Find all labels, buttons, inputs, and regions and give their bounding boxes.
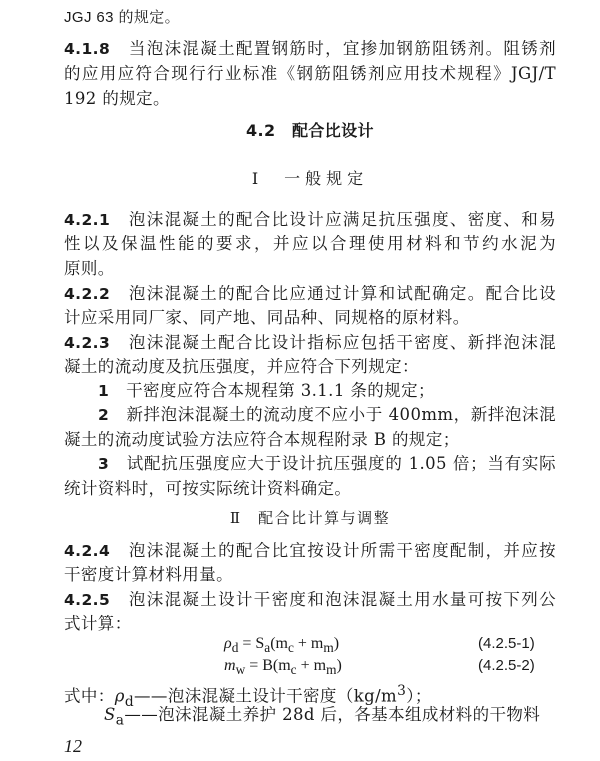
symbol-definition: 式中：$\rho_d——$泡沫混凝土设计干密度$(kg/m^3)$； (64, 683, 432, 710)
text-line: 192 的规定。 (64, 89, 170, 108)
clause-number: 4.1.8 (64, 40, 111, 58)
clause-number: 4.2.4 (64, 542, 111, 560)
clause-number: 4.2.2 (64, 285, 111, 303)
page-number: 12 (64, 736, 82, 756)
formula-number: (4.2.5-2) (478, 657, 535, 674)
subsection-heading: Ⅰ 一般规定 (251, 169, 369, 188)
clause-4-2-4: 4.2.4 泡沫混凝土的配合比宜按设计所需干密度配制，并应按 (64, 541, 556, 560)
text-line: 凝土的流动度及抗压强度，并应符合下列规定： (64, 357, 419, 376)
clause-4-2-3: 4.2.3 泡沫混凝土配合比设计指标应包括干密度、新拌泡沫混 (64, 333, 556, 352)
formula-4-2-5-1: $\rho_d = S_a(m_c + m_m)$ (224, 635, 340, 656)
text-line: 式计算： (64, 614, 132, 633)
clause-4-2-5: 4.2.5 泡沫混凝土设计干密度和泡沫混凝土用水量可按下列公 (64, 590, 556, 609)
list-item: 3 试配抗压强度应大于设计抗压强度的 1.05 倍；当有实际 (98, 454, 556, 473)
text-line: 原则。 (64, 259, 115, 278)
text-line: JGJ 63 的规定。 (64, 9, 181, 26)
text-line: 性以及保温性能的要求，并应以合理使用材料和节约水泥为 (64, 234, 556, 253)
text-line: 凝土的流动度试验方法应符合本规程附录 B 的规定； (64, 430, 460, 449)
formula-number: (4.2.5-1) (478, 635, 535, 652)
item-number: 2 (98, 406, 110, 424)
text-line: 的应用应符合现行行业标准《钢筋阻锈剂应用技术规程》JGJ/T (64, 64, 556, 83)
clause-number: 4.2.1 (64, 211, 111, 229)
clause-4-2-1: 4.2.1 泡沫混凝土的配合比设计应满足抗压强度、密度、和易 (64, 210, 556, 229)
list-item: 2 新拌泡沫混凝土的流动度不应小于 400mm，新拌泡沫混 (98, 405, 556, 424)
text-line: 干密度计算材料用量。 (64, 565, 233, 584)
clause-4-1-8: 4.1.8 当泡沫混凝土配置钢筋时，宜掺加钢筋阻锈剂。阻锈剂 (64, 39, 556, 58)
subsection-heading: Ⅱ 配合比计算与调整 (229, 509, 391, 527)
text-line: 计应采用同厂家、同产地、同品种、同规格的原材料。 (64, 308, 470, 327)
item-number: 1 (98, 382, 110, 400)
clause-number: 4.2.3 (64, 334, 111, 352)
symbol-definition: $S_a——$泡沫混凝土养护 28d 后，各基本组成材料的干物料 (104, 705, 541, 729)
item-number: 3 (98, 455, 110, 473)
section-heading: 4.2 配合比设计 (246, 121, 374, 140)
text-line: 统计资料时，可按实际统计资料确定。 (64, 479, 352, 498)
clause-4-2-2: 4.2.2 泡沫混凝土的配合比应通过计算和试配确定。配合比设 (64, 284, 556, 303)
clause-number: 4.2.5 (64, 591, 111, 609)
formula-4-2-5-2: $m_w = B(m_c + m_m)$ (224, 657, 342, 678)
list-item: 1 干密度应符合本规程第 3.1.1 条的规定； (98, 381, 435, 400)
